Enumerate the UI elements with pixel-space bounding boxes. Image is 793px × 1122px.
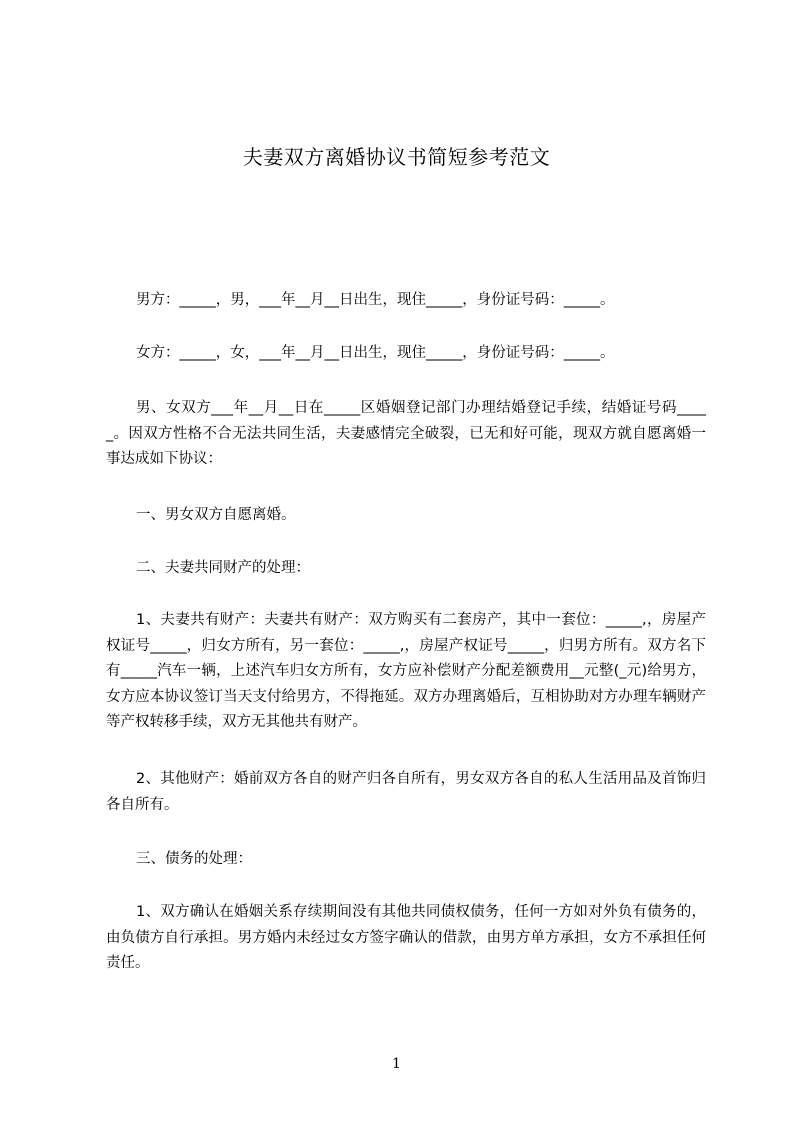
paragraph-female-party: 女方：_____，女，___年__月__日出生，现住_____，身份证号码：_____。: [136, 345, 615, 361]
paragraph-male-party: 男方：_____，男，___年__月__日出生，现住_____，身份证号码：_____。: [136, 292, 615, 308]
document-title: 夫妻双方离婚协议书简短参考范文: [242, 145, 551, 169]
paragraph-shared-property: 1、夫妻共有财产：夫妻共有财产：双方购买有二套房产，其中一套位：_____,，房屋产权证号_____，归女方所有，另一套位：_____,，房屋产权证号_____，归男方所有。双方名下有_____汽车一辆，上述汽车归女方所有，女方应补偿财产分配差额费用__元整(_元)给男方，女方应本协议签订当天支付给男方，不得拖延。双方办理离婚后，互相协助对方办理车辆财产等产权转移手续，双方无其他共有财产。: [106, 612, 706, 730]
clause-heading-property: 二、夫妻共同财产的处理：: [136, 560, 310, 576]
paragraph-other-property: 2、其他财产：婚前双方各自的财产归各自所有，男女双方各自的私人生活用品及首饰归各自所有。: [106, 771, 706, 813]
page-number: 1: [392, 1056, 401, 1072]
clause-heading-divorce: 一、男女双方自愿离婚。: [136, 507, 296, 523]
paragraph-marriage-info: 男、女双方___年__月__日在_____区婚姻登记部门办理结婚登记手续，结婚证号码_____。因双方性格不合无法共同生活，夫妻感情完全破裂，已无和好可能，现双方就自愿离婚一事达成如下协议：: [106, 400, 706, 467]
clause-heading-debt: 三、债务的处理：: [136, 851, 252, 867]
paragraph-debt: 1、双方确认在婚姻关系存续期间没有其他共同债权债务，任何一方如对外负有债务的，由负债方自行承担。男方婚内未经过女方签字确认的借款，由男方单方承担，女方不承担任何责任。: [106, 904, 706, 971]
